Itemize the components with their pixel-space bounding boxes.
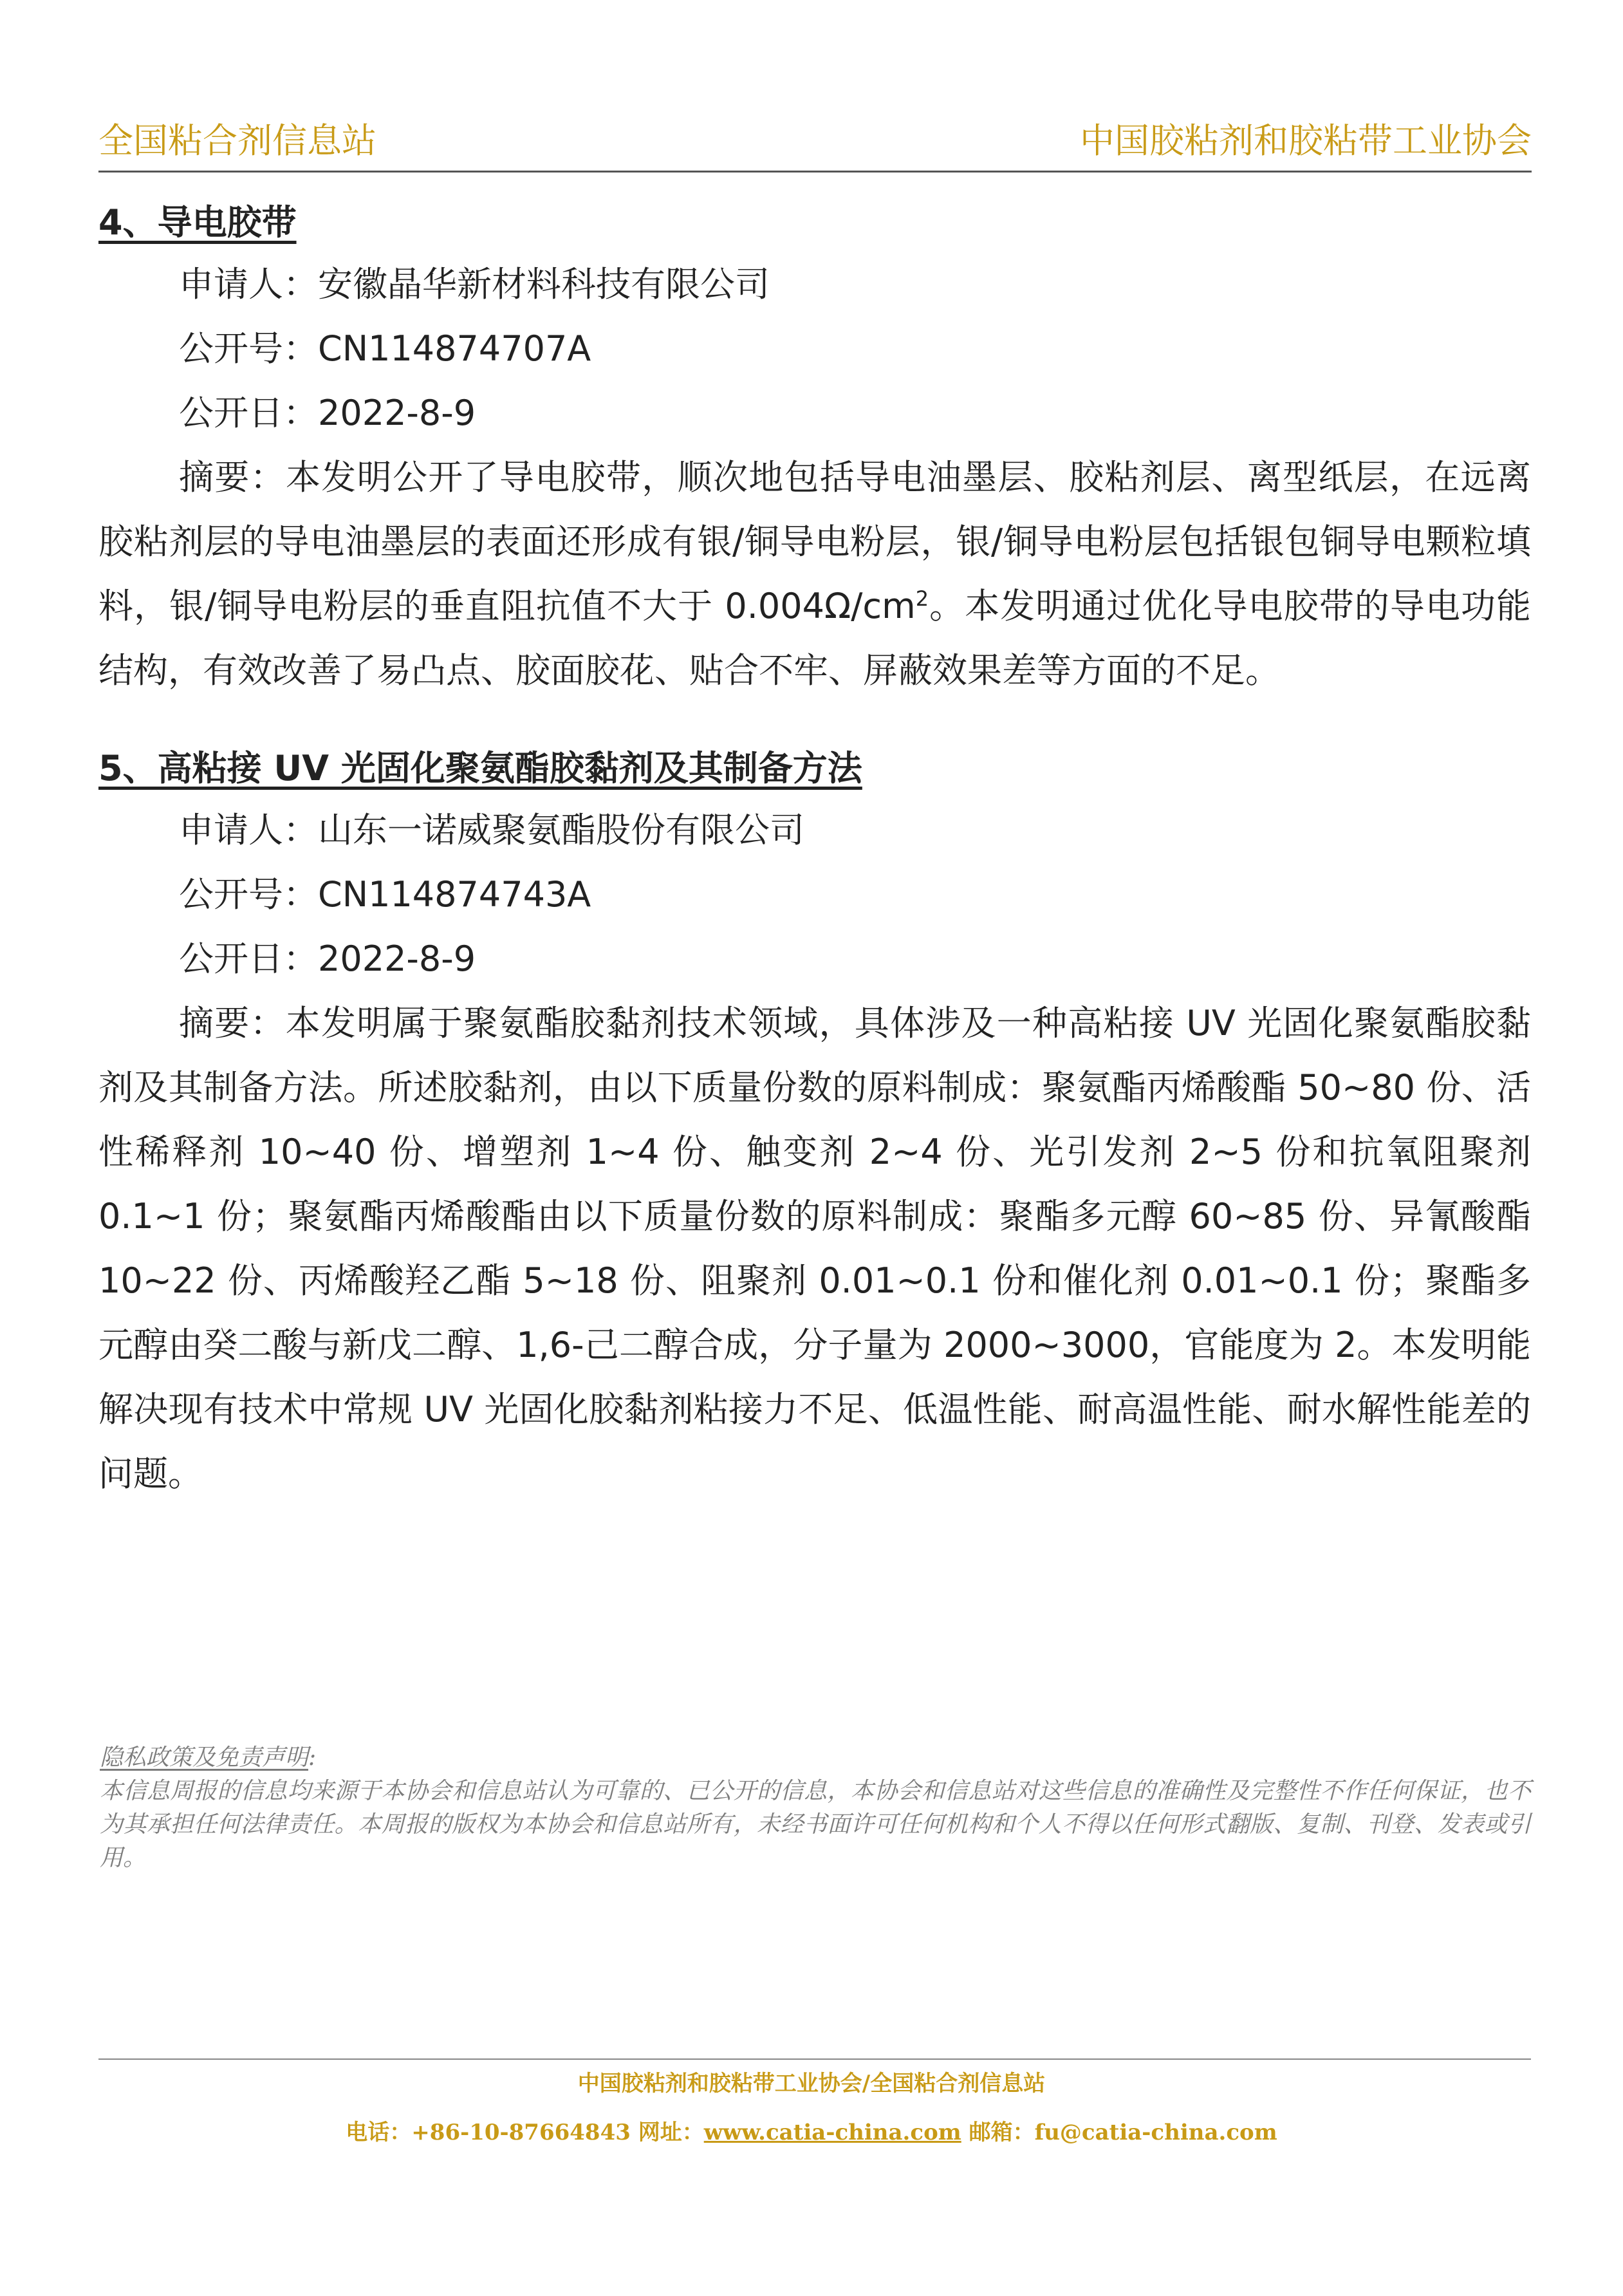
section-title: 4、导电胶带 — [98, 202, 297, 243]
footer-contact — [0, 2116, 1623, 2149]
main-content — [98, 193, 1531, 1506]
disclaimer-colon: : — [308, 1744, 317, 1771]
disclaimer-body: 本信息周报的信息均来源于本协会和信息站认为可靠的、已公开的信息，本协会和信息站对这些信息的准确性及完整性不作任何保证，也不为其承担任何法律责任。本周报的版权为本协会和信息站所有，未经书面许可任何机构和个人不得以任何形式翻版、复制、刊登、发表或引用。 — [100, 1778, 1531, 1871]
abstract-text: 摘要：本发明公开了导电胶带，顺次地包括导电油墨层、胶粘剂层、离型纸层，在远离胶粘剂层的导电油墨层的表面还形成有银/铜导电粉层，银/铜导电粉层包括银包铜导电颗粒填料，银/铜导电粉层的垂直阻抗值不大于 0.004Ω/cm — [98, 457, 1531, 626]
page-header — [98, 113, 1532, 173]
header-right-title: 中国胶粘剂和胶粘带工业协会 — [1080, 120, 1532, 161]
header-left-title: 全国粘合剂信息站 — [98, 120, 376, 161]
disclaimer-block — [100, 1741, 1531, 1875]
footer-phone-label: 电话：+86-10-87664843 网址： — [346, 2120, 704, 2145]
footer-divider — [98, 2058, 1531, 2060]
abstract-paragraph: 摘要：本发明属于聚氨酯胶黏剂技术领域，具体涉及一种高粘接 UV 光固化聚氨酯胶黏剂及其制备方法。所述胶黏剂，由以下质量份数的原料制成：聚氨酯丙烯酸酯 50~80 份、活性稀释剂 10~40 份、增塑剂 1~4 份、触变剂 2~4 份、光引发剂 2~5 份和抗氧阻聚剂 0.1~1 份；聚氨酯丙烯酸酯由以下质量份数的原料制成：聚酯多元醇 60~85 份、异氰酸酯 10~22 份、丙烯酸羟乙酯 5~18 份、阻聚剂 0.01~0.1 份和催化剂 0.01~0.1 份；聚酯多元醇由癸二酸与新戊二醇、1,6-己二醇合成，分子量为 2000~3000，官能度为 2。本发明能解决现有技术中常规 UV 光固化胶黏剂粘接力不足、低温性能、耐高温性能、耐水解性能差的问题。 — [98, 1003, 1531, 1494]
footer-email: 邮箱：fu@catia-china.com — [961, 2120, 1277, 2145]
disclaimer-title: 隐私政策及免责声明 — [100, 1744, 309, 1771]
applicant-line: 申请人：安徽晶华新材料科技有限公司 — [179, 264, 770, 304]
website-link[interactable]: www.catia-china.com — [703, 2120, 961, 2145]
publication-date-line: 公开日：2022-8-9 — [179, 393, 476, 433]
abstract-text-continued: 。本发明通过优化导电胶带的导电功能结构，有效改善了易凸点、胶面胶花、贴合不牢、屏蔽效果差等方面的不足。 — [98, 586, 1532, 691]
publication-date-line: 公开日：2022-8-9 — [179, 938, 476, 979]
patent-section-5 — [98, 739, 1531, 1506]
section-spacer — [98, 703, 1531, 726]
abstract-paragraph — [98, 445, 1531, 703]
applicant-line: 申请人：山东一诺威聚氨酯股份有限公司 — [179, 810, 804, 850]
disclaimer-heading — [100, 1741, 1531, 1775]
patent-section-4 — [98, 193, 1531, 703]
superscript-exponent: 2 — [915, 586, 929, 611]
publication-number-line: 公开号：CN114874707A — [179, 328, 591, 369]
footer-organization: 中国胶粘剂和胶粘带工业协会/全国粘合剂信息站 — [577, 2071, 1046, 2096]
publication-number-line: 公开号：CN114874743A — [179, 874, 591, 915]
section-title: 5、高粘接 UV 光固化聚氨酯胶黏剂及其制备方法 — [98, 748, 862, 789]
